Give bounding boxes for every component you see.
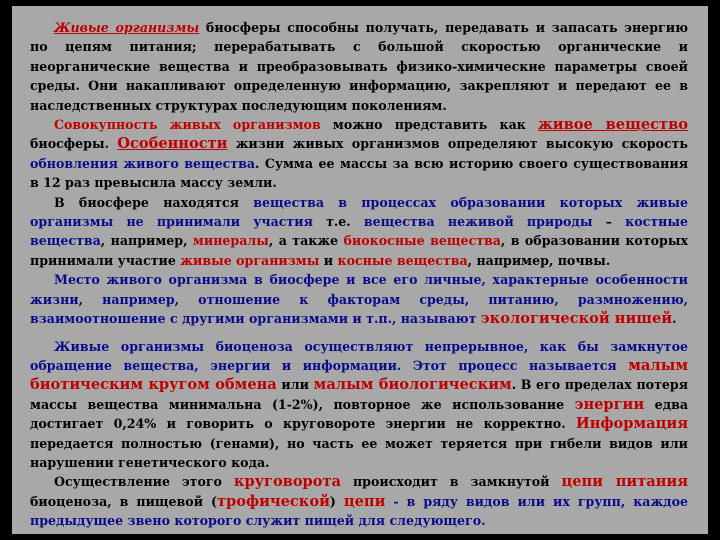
term-nonliving: вещества неживой природы (363, 214, 593, 230)
text-segment: и (319, 252, 338, 268)
text-segment: , а также (268, 233, 344, 249)
paragraph-cycle (30, 337, 688, 473)
term-renewal: обновления живого вещества (30, 155, 256, 171)
term-information: Информация (575, 415, 688, 433)
text-segment: . Сумма ее массы за всю историю своего существования в 12 раз превысила массу земли. (30, 155, 688, 191)
term-substances-processes: вещества в процессах образовании которых живые организмы не принимали участия (30, 194, 688, 230)
paragraph-living-matter (30, 115, 688, 193)
text-segment: . (672, 311, 677, 327)
text-segment: т.е. (312, 214, 364, 230)
text-segment: Место живого организма в биосфере и все его личные, характерные особенности жизни, например, отношение к факторам среды, питанию, размножению, взаимоотношение с другими организмами и т.п., называют (30, 272, 688, 327)
text-segment: биосферы. (30, 136, 118, 152)
term-living-organisms-2: живые организмы (180, 252, 320, 268)
term-small-biotic-cycle: малым биотическим кругом обмена (30, 356, 688, 394)
term-features: Особенности (117, 135, 228, 153)
text-segment: жизни живых организмов определяют высокую скорость (227, 136, 688, 152)
text-segment: В биосфере находятся (54, 194, 254, 210)
text-segment: происходит в замкнутой (341, 474, 562, 490)
term-inert: костные вещества (30, 214, 688, 249)
text-segment: Живые организмы биоценоза осуществляют непрерывное, как бы замкнутое обращение вещества, энергии и информации. Этот процесс называется (30, 338, 688, 373)
text-segment: биоценоза, в пищевой ( (30, 493, 217, 509)
term-bioinert: биокосные вещества (343, 233, 501, 249)
term-living-matter: живое вещество (538, 116, 688, 134)
term-small-biological: малым биологическим (313, 376, 512, 394)
text-segment: – (592, 214, 626, 230)
term-trophic: трофической (216, 492, 330, 510)
term-food-chain: цепи питания (561, 473, 688, 491)
term-minerals: минералы (192, 233, 269, 249)
text-segment: , в образовании которых принимали участие (30, 233, 688, 268)
text-segment: или (276, 377, 314, 393)
text-segment: . В его пределах потеря массы вещества минимальна (1-2%), повторное же использование (30, 377, 688, 412)
paragraph-substances (30, 193, 688, 271)
text-segment: - в ряду видов или их групп, каждое предыдущее звено которого служит пищей для следующего. (30, 493, 688, 529)
text-segment: ) (329, 493, 344, 509)
term-inert-substances: косные вещества (337, 252, 468, 268)
term-totality: Совокупность живых организмов (54, 117, 321, 133)
slide-panel (12, 6, 708, 534)
term-ecological-niche: экологической нишей (480, 310, 673, 328)
text-segment: , например, (100, 233, 193, 249)
text-segment: едва достигает 0,24% и говорить о круговороте энергии не корректно. (30, 396, 688, 432)
term-living-organisms: Живые организмы (54, 20, 200, 35)
term-energy: энергии (574, 395, 645, 413)
term-cycle: круговорота (233, 473, 341, 491)
text-segment: передается полностью (генами), но часть ее может теряется при гибели видов или нарушении генетического кода. (30, 435, 688, 470)
paragraph-living-organisms (30, 18, 688, 115)
text-segment: , например, почвы. (467, 252, 611, 268)
text-segment: биосферы способны получать, передавать и запасать энергию по цепям питания; перерабатывать с большой скоростью органические и неорганические вещества и преобразовывать физико-химические параметры своей среды. Они накапливают определенную информацию, закрепляют и передают ее в наследственных структурах последующим поколениям. (30, 20, 688, 113)
text-segment: Осуществление этого (54, 474, 234, 490)
paragraph-food-chain (30, 472, 688, 530)
text-segment: можно представить как (320, 117, 539, 133)
term-chain: цепи (343, 492, 386, 510)
paragraph-niche (30, 270, 688, 328)
